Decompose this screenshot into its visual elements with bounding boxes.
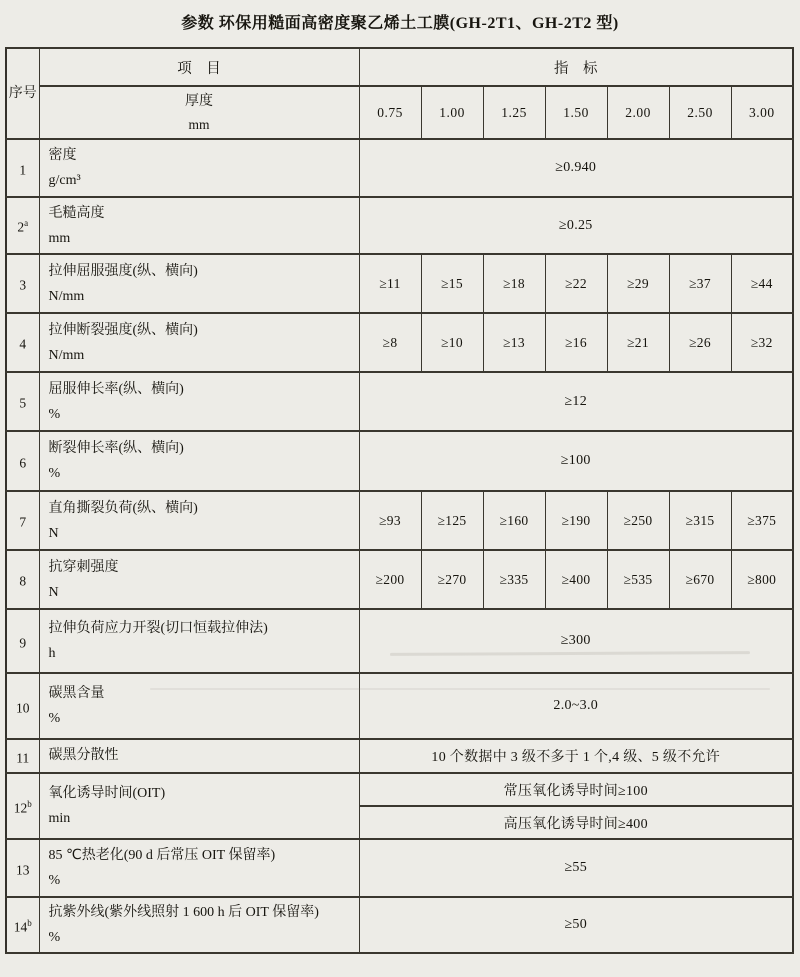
value-cell: ≥0.940 (359, 139, 793, 197)
value-cell: ≥8 (359, 313, 421, 372)
value-cell: 2.0~3.0 (359, 673, 793, 739)
row-seq: 1 (6, 139, 39, 197)
property-name: 抗穿刺强度 (48, 559, 119, 575)
table-row (6, 839, 793, 897)
property-unit: % (48, 930, 61, 945)
table-row (6, 197, 793, 254)
col-header: 1.50 (545, 86, 607, 139)
row-seq: 11 (6, 739, 39, 773)
row-label (39, 313, 359, 372)
row-seq: 13 (6, 839, 39, 897)
table-row (6, 739, 793, 773)
value-cell: ≥32 (731, 313, 793, 372)
table-row (6, 313, 793, 372)
row-seq: 5 (6, 372, 39, 431)
value-cell: ≥18 (483, 254, 545, 313)
property-unit: N/mm (48, 288, 85, 304)
value-cell: ≥160 (483, 491, 545, 550)
row-label (39, 139, 359, 197)
value-cell: ≥125 (421, 491, 483, 550)
value-cell: ≥12 (359, 372, 793, 431)
row-label (39, 372, 359, 431)
page-title: 参数 环保用糙面高密度聚乙烯土工膜(GH-2T1、GH-2T2 型) (181, 15, 619, 32)
property-name: 拉伸屈服强度(纵、横向) (48, 263, 198, 279)
value-cell: ≥400 (545, 550, 607, 609)
table-row (6, 491, 793, 550)
header-thickness (39, 86, 359, 139)
col-header: 1.00 (421, 86, 483, 139)
row-seq: 8 (6, 550, 39, 609)
thickness-label: 厚度 (185, 93, 213, 109)
value-cell: ≥800 (731, 550, 793, 609)
property-name: 密度 (48, 148, 77, 163)
row-label (39, 897, 359, 953)
value-cell: ≥44 (731, 254, 793, 313)
value-cell: 10 个数据中 3 级不多于 1 个,4 级、5 级不允许 (359, 739, 793, 773)
row-seq: 3 (6, 254, 39, 313)
value-cell: ≥29 (607, 254, 669, 313)
value-cell: ≥300 (359, 609, 793, 673)
property-name: 拉伸负荷应力开裂(切口恒载拉伸法) (48, 621, 268, 636)
value-cell: ≥37 (669, 254, 731, 313)
header-indicator: 指 标 (359, 48, 793, 86)
value-cell: ≥15 (421, 254, 483, 313)
property-name: 碳黑含量 (48, 686, 105, 701)
property-unit: N (48, 525, 59, 541)
row-label (39, 491, 359, 550)
table-row (6, 897, 793, 953)
value-cell: ≥22 (545, 254, 607, 313)
row-label (39, 739, 359, 773)
value-cell: ≥55 (359, 839, 793, 897)
property-unit: min (48, 811, 71, 826)
header-row-1 (6, 48, 793, 86)
row-seq: 12$^b$ (6, 773, 39, 839)
row-label (39, 550, 359, 609)
table-row (6, 673, 793, 739)
value-cell: 高压氧化诱导时间≥400 (359, 806, 793, 839)
table-row (6, 431, 793, 491)
property-unit: mm (48, 230, 71, 246)
value-cell: ≥670 (669, 550, 731, 609)
value-cell: ≥250 (607, 491, 669, 550)
row-seq: 10 (6, 673, 39, 739)
row-label (39, 254, 359, 313)
row-seq: 7 (6, 491, 39, 550)
row-seq: 2$^a$ (6, 197, 39, 254)
property-unit: % (48, 873, 61, 888)
property-name: 氧化诱导时间(OIT) (48, 786, 166, 801)
table-row (6, 773, 793, 806)
header-row-2 (6, 86, 793, 139)
table-row (6, 254, 793, 313)
property-unit: % (48, 466, 61, 481)
table-row (6, 609, 793, 673)
value-cell: ≥13 (483, 313, 545, 372)
property-unit: % (48, 406, 61, 422)
property-unit: N/mm (48, 347, 85, 363)
row-seq: 9 (6, 609, 39, 673)
property-unit: g/cm³ (48, 173, 81, 188)
property-name: 拉伸断裂强度(纵、横向) (48, 322, 198, 338)
row-label (39, 197, 359, 254)
value-cell: ≥535 (607, 550, 669, 609)
row-label (39, 673, 359, 739)
value-cell: ≥10 (421, 313, 483, 372)
thickness-unit: mm (188, 116, 210, 132)
row-seq: 4 (6, 313, 39, 372)
property-unit: h (48, 646, 56, 661)
value-cell: ≥21 (607, 313, 669, 372)
row-label (39, 609, 359, 673)
value-cell: ≥335 (483, 550, 545, 609)
row-label (39, 839, 359, 897)
property-name: 屈服伸长率(纵、横向) (48, 381, 184, 397)
value-cell: ≥50 (359, 897, 793, 953)
table-row (6, 550, 793, 609)
property-name: 断裂伸长率(纵、横向) (48, 441, 184, 456)
value-cell: ≥26 (669, 313, 731, 372)
property-name: 碳黑分散性 (48, 748, 119, 763)
row-seq: 14$^b$ (6, 897, 39, 953)
property-name: 毛糙高度 (48, 205, 105, 221)
value-cell: ≥93 (359, 491, 421, 550)
value-cell: ≥0.25 (359, 197, 793, 254)
col-header: 2.50 (669, 86, 731, 139)
header-item: 项 目 (39, 48, 359, 86)
value-cell: ≥315 (669, 491, 731, 550)
property-name: 抗紫外线(紫外线照射 1 600 h 后 OIT 保留率) (48, 905, 319, 920)
header-seq: 序号 (6, 48, 39, 139)
value-cell: 常压氧化诱导时间≥100 (359, 773, 793, 806)
value-cell: ≥100 (359, 431, 793, 491)
col-header: 2.00 (607, 86, 669, 139)
value-cell: ≥200 (359, 550, 421, 609)
property-name: 85 ℃热老化(90 d 后常压 OIT 保留率) (48, 848, 276, 863)
table-row (6, 139, 793, 197)
property-unit: % (48, 711, 61, 726)
col-header: 1.25 (483, 86, 545, 139)
property-unit: N (48, 584, 59, 600)
col-header: 3.00 (731, 86, 793, 139)
row-label (39, 431, 359, 491)
property-name: 直角撕裂负荷(纵、横向) (48, 500, 198, 516)
value-cell: ≥270 (421, 550, 483, 609)
value-cell: ≥11 (359, 254, 421, 313)
col-header: 0.75 (359, 86, 421, 139)
value-cell: ≥16 (545, 313, 607, 372)
value-cell: ≥375 (731, 491, 793, 550)
row-label (39, 773, 359, 839)
value-cell: ≥190 (545, 491, 607, 550)
table-row (6, 372, 793, 431)
row-seq: 6 (6, 431, 39, 491)
spec-table (5, 47, 794, 954)
